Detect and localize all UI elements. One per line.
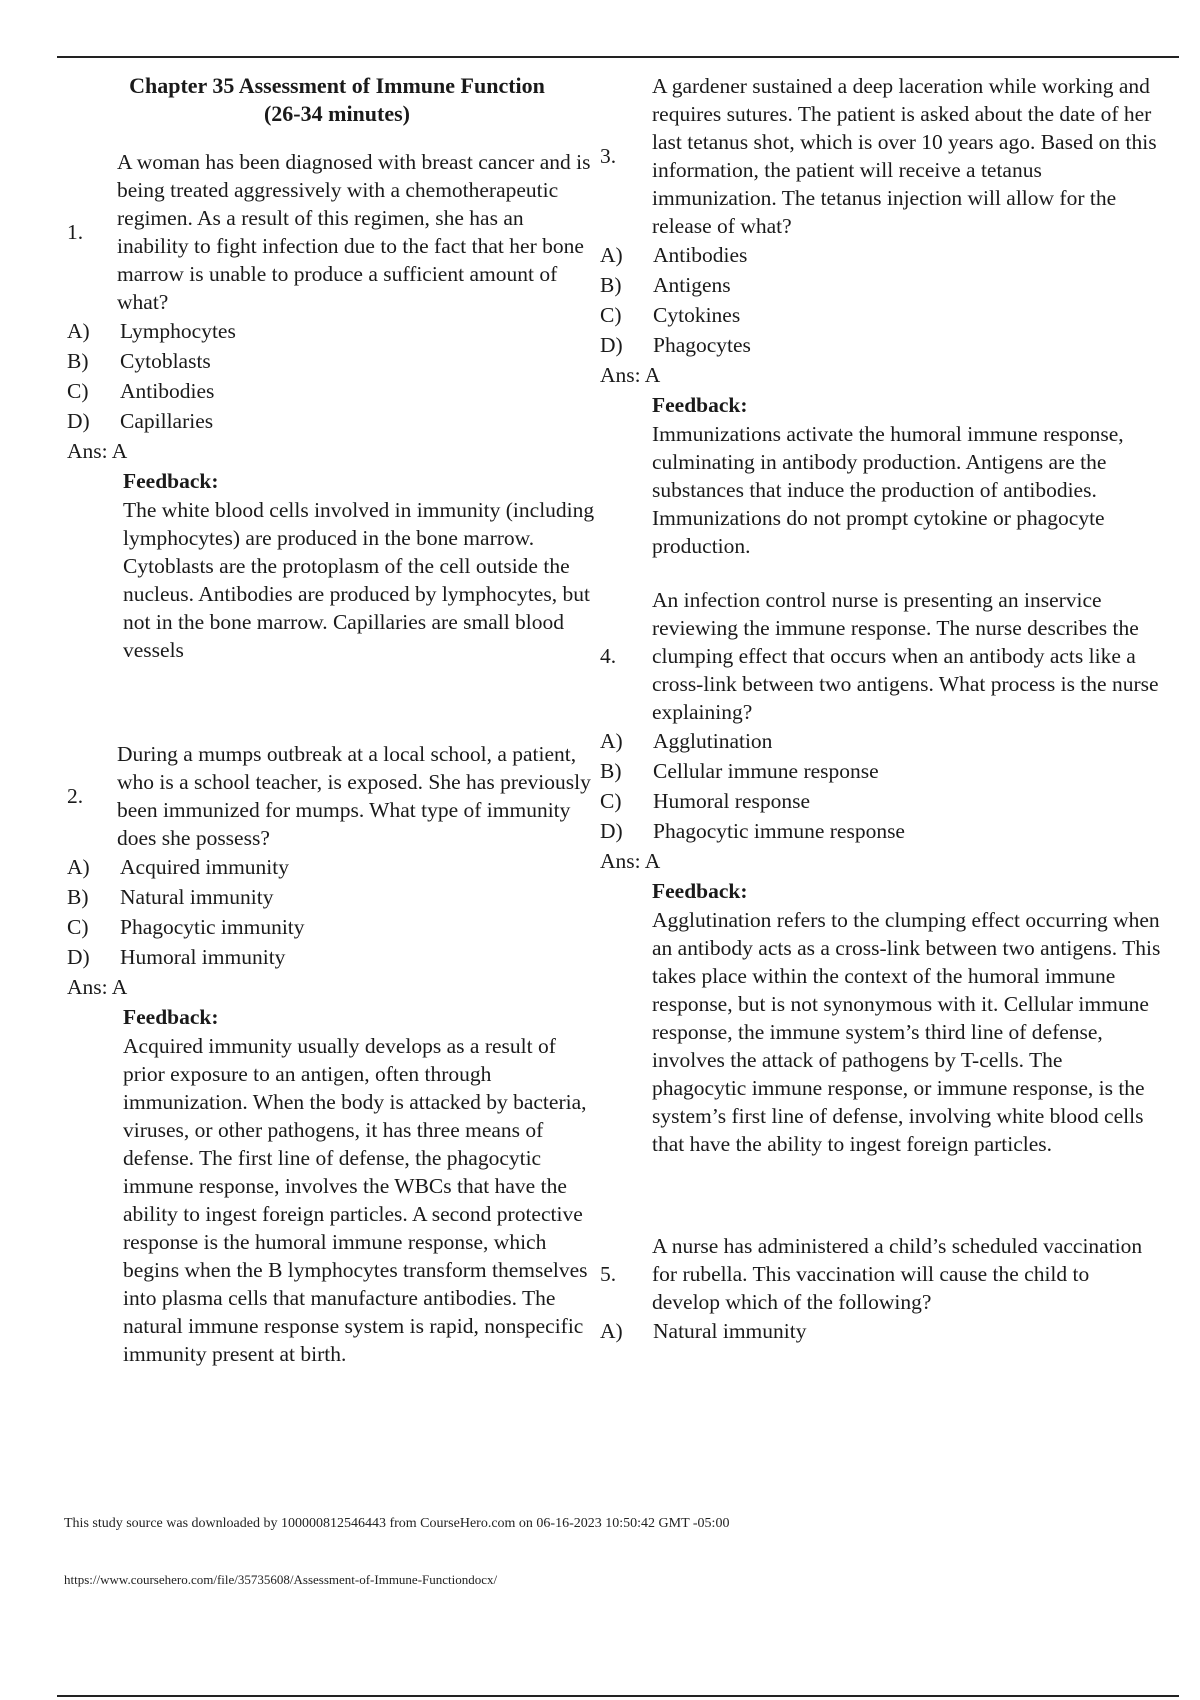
question-stem bbox=[600, 586, 1162, 726]
option-text: Cytoblasts bbox=[120, 349, 211, 373]
option-text: Phagocytic immune response bbox=[653, 819, 905, 843]
option-letter: D) bbox=[600, 819, 623, 843]
question-5 bbox=[600, 1232, 1162, 1346]
question-stem bbox=[600, 1232, 1162, 1316]
feedback-text: The white blood cells involved in immunity (including lymphocytes) are produced in the bone marrow. Cytoblasts are the protoplasm of the cell outside the nucleus. Antibodies are produced by lymphocytes, but not in the bone marrow. Capillaries are small blood vessels bbox=[123, 498, 595, 662]
option-b bbox=[67, 346, 597, 376]
question-stem bbox=[600, 72, 1162, 240]
question-text: During a mumps outbreak at a local school, a patient, who is a school teacher, is exposed. She has previously been immunized for mumps. What type of immunity does she possess? bbox=[117, 742, 591, 850]
option-a bbox=[600, 726, 1162, 756]
question-4 bbox=[600, 586, 1162, 1158]
option-text: Cytokines bbox=[653, 303, 741, 327]
chapter-title bbox=[67, 72, 597, 128]
feedback-label: Feedback: bbox=[652, 393, 748, 417]
option-letter: B) bbox=[600, 759, 622, 783]
feedback-text: Acquired immunity usually develops as a result of prior exposure to an antigen, often through immunization. When the body is attacked by bacteria, viruses, or other pathogens, it has three means of defense. The first line of defense, the phagocytic immune response, involves the WBCs that have the ability to ingest foreign particles. A second protective response is the humoral immune response, which begins when the B lymphocytes transform themselves into plasma cells that manufacture antibodies. The natural immune response system is rapid, nonspecific immunity present at birth. bbox=[123, 1034, 588, 1366]
option-text: Agglutination bbox=[653, 729, 773, 753]
option-d bbox=[67, 942, 597, 972]
option-letter: C) bbox=[600, 789, 622, 813]
question-number: 1. bbox=[67, 220, 84, 244]
answer: Ans: A bbox=[600, 849, 661, 873]
question-number: 4. bbox=[600, 644, 617, 668]
chapter-title-line1: Chapter 35 Assessment of Immune Function bbox=[129, 73, 545, 98]
chapter-title-line2: (26-34 minutes) bbox=[263, 101, 411, 126]
option-a bbox=[600, 240, 1162, 270]
option-text: Phagocytes bbox=[653, 333, 751, 357]
question-text: A gardener sustained a deep laceration while working and requires sutures. The patient is asked about the date of her last tetanus shot, which is over 10 years ago. Based on this information, the patient will receive a tetanus immunization. The tetanus injection will allow for the release of what? bbox=[652, 74, 1157, 238]
option-text: Natural immunity bbox=[120, 885, 274, 909]
question-stem bbox=[67, 148, 597, 316]
option-letter: A) bbox=[67, 319, 90, 343]
option-letter: C) bbox=[67, 915, 89, 939]
download-note: This study source was downloaded by 100000812546443 from CourseHero.com on 06-16-2023 10:50:42 GMT -05:00 bbox=[64, 1516, 730, 1531]
feedback-label: Feedback: bbox=[123, 469, 219, 493]
option-text: Cellular immune response bbox=[653, 759, 879, 783]
right-column bbox=[600, 72, 1162, 1346]
bottom-rule bbox=[57, 1695, 1179, 1697]
option-letter: A) bbox=[67, 855, 90, 879]
feedback-text: Immunizations activate the humoral immune response, culminating in antibody production. Antigens are the substances that induce the production of antibodies. Immunizations do not prompt cytokine or phagocyte production. bbox=[652, 422, 1124, 558]
question-text: A woman has been diagnosed with breast cancer and is being treated aggressively with a chemotherapeutic regimen. As a result of this regimen, she has an inability to fight infection due to the fact that her bone marrow is unable to produce a sufficient amount of what? bbox=[117, 150, 591, 314]
option-letter: B) bbox=[67, 349, 89, 373]
question-stem bbox=[67, 740, 597, 852]
option-letter: B) bbox=[67, 885, 89, 909]
option-c bbox=[600, 786, 1162, 816]
feedback-text: Agglutination refers to the clumping effect occurring when an antibody acts as a cross-link between two antigens. This takes place within the context of the humoral immune response, but is not synonymous with it. Cellular immune response, the immune system’s third line of defense, involves the attack of pathogens by T-cells. The phagocytic immune response, or immune response, is the system’s first line of defense, involving white blood cells that have the ability to ingest foreign particles. bbox=[652, 908, 1161, 1156]
option-a bbox=[600, 1316, 1162, 1346]
option-c bbox=[67, 376, 597, 406]
question-text: An infection control nurse is presenting an inservice reviewing the immune response. The nurse describes the clumping effect that occurs when an antibody acts like a cross-link between two antigens. What process is the nurse explaining? bbox=[652, 588, 1159, 724]
answer: Ans: A bbox=[600, 363, 661, 387]
option-c bbox=[67, 912, 597, 942]
top-rule bbox=[57, 56, 1179, 58]
question-2 bbox=[67, 740, 597, 1368]
option-b bbox=[67, 882, 597, 912]
option-c bbox=[600, 300, 1162, 330]
question-text: A nurse has administered a child’s scheduled vaccination for rubella. This vaccination will cause the child to develop which of the following? bbox=[652, 1234, 1143, 1314]
option-letter: A) bbox=[600, 243, 623, 267]
feedback-label: Feedback: bbox=[123, 1005, 219, 1029]
option-d bbox=[600, 816, 1162, 846]
question-1 bbox=[67, 148, 597, 664]
option-letter: D) bbox=[600, 333, 623, 357]
option-letter: D) bbox=[67, 409, 90, 433]
option-text: Capillaries bbox=[120, 409, 214, 433]
option-b bbox=[600, 270, 1162, 300]
option-text: Antigens bbox=[653, 273, 731, 297]
option-letter: B) bbox=[600, 273, 622, 297]
question-number: 2. bbox=[67, 784, 84, 808]
option-a bbox=[67, 316, 597, 346]
option-text: Acquired immunity bbox=[120, 855, 289, 879]
answer: Ans: A bbox=[67, 975, 128, 999]
question-number: 5. bbox=[600, 1262, 617, 1286]
option-text: Natural immunity bbox=[653, 1319, 807, 1343]
option-text: Humoral response bbox=[653, 789, 811, 813]
answer: Ans: A bbox=[67, 439, 128, 463]
option-d bbox=[600, 330, 1162, 360]
option-letter: A) bbox=[600, 729, 623, 753]
option-text: Antibodies bbox=[653, 243, 748, 267]
option-b bbox=[600, 756, 1162, 786]
option-letter: C) bbox=[600, 303, 622, 327]
option-text: Humoral immunity bbox=[120, 945, 286, 969]
option-d bbox=[67, 406, 597, 436]
option-text: Phagocytic immunity bbox=[120, 915, 305, 939]
option-a bbox=[67, 852, 597, 882]
left-column bbox=[67, 72, 597, 1368]
option-text: Lymphocytes bbox=[120, 319, 236, 343]
option-text: Antibodies bbox=[120, 379, 215, 403]
option-letter: A) bbox=[600, 1319, 623, 1343]
question-number: 3. bbox=[600, 144, 617, 168]
option-letter: C) bbox=[67, 379, 89, 403]
option-letter: D) bbox=[67, 945, 90, 969]
source-url[interactable]: https://www.coursehero.com/file/35735608/Assessment-of-Immune-Functiondocx/ bbox=[64, 1572, 498, 1587]
question-3 bbox=[600, 72, 1162, 560]
feedback-label: Feedback: bbox=[652, 879, 748, 903]
